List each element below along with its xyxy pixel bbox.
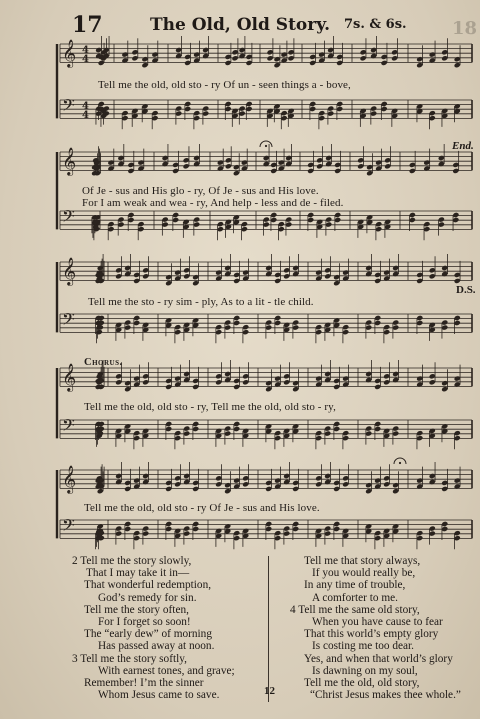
verse-line: Tell me the old, old story, [304,677,420,690]
verse-line: Whom Jesus came to save. [98,689,220,702]
verse-line: 3 Tell me the story softly, [72,652,187,665]
verse-line: That this world’s empty glory [304,628,439,641]
bass-clef: 𝄢 [62,515,75,539]
time-signature-top: 4 [82,101,89,112]
bass-clef: 𝄢 [62,415,75,439]
verse-line: When you have cause to fear [312,616,443,629]
verse-line: If you would really be, [312,567,416,580]
ds-marker: D.S. [456,284,476,296]
verse-line: With earnest tones, and grave; [98,664,235,677]
verse-line: That wonderful redemption, [84,579,212,592]
verse-line: Is costing me too dear. [312,640,414,653]
verse-line: “Christ Jesus makes thee whole.” [310,689,461,702]
verse-line: 2 Tell me the story slowly, [72,555,192,567]
bass-clef: 𝄢 [62,95,75,119]
bleed-through-number: 18 [452,18,478,39]
end-marker: End. [452,140,474,152]
verses-right-column [290,555,461,701]
page-number: 12 [264,685,275,697]
verse-line: That I may take it in— [86,567,190,580]
lyric-line: Tell me the sto - ry sim - ply, As to a lit - tle child. [88,296,314,308]
hymn-number: 17 [72,12,103,38]
verse-line: The “early dew” of morning [84,628,212,641]
treble-clef: 𝄞 [62,39,77,67]
bass-clef: 𝄢 [62,206,75,230]
fermata-dot [265,145,267,147]
time-signature-top: 4 [82,45,89,56]
time-signature-bottom: 4 [82,110,89,121]
lyric-line: Tell me the old, old sto - ry Of Je - sus and His love. [84,502,320,514]
verse-line: God’s remedy for sin. [98,591,197,604]
hymn-title: The Old, Old Story. [150,15,331,35]
verse-line: Tell me the story often, [84,603,189,616]
verses-left-column [72,555,235,701]
verse-column-divider [268,556,269,702]
fermata-dot [399,462,401,464]
verse-line: Tell me that story always, [304,555,421,567]
verse-line: Remember! I’m the sinner [84,677,204,690]
lyric-line: For I am weak and wea - ry, And help - less and de - filed. [82,197,344,209]
verse-line: In any time of trouble, [304,579,406,592]
treble-clef: 𝄞 [62,147,77,175]
verse-line: Has passed away at noon. [98,640,215,653]
lyric-line: Tell me the old, old sto - ry Of un - seen things a - bove, [98,79,351,91]
bass-clef: 𝄢 [62,309,75,333]
verse-line: 4 Tell me the same old story, [290,603,420,616]
time-signature-bottom: 4 [82,54,89,65]
verse-line: Is dawning on my soul, [312,664,418,677]
hymn-meter: 7s. & 6s. [344,17,407,32]
chorus-label: Chorus. [84,357,123,368]
treble-clef: 𝄞 [62,257,77,285]
verse-line: A comforter to me. [312,591,398,604]
lyric-line: Tell me the old, old sto - ry, Tell me the old, old sto - ry, [84,401,336,413]
verse-line: Yes, and when that world’s glory [304,652,453,665]
treble-clef: 𝄞 [62,465,77,493]
verse-line: For I forget so soon! [98,616,191,629]
treble-clef: 𝄞 [62,363,77,391]
lyric-line: Of Je - sus and His glo - ry, Of Je - sus and His love. [82,185,319,197]
